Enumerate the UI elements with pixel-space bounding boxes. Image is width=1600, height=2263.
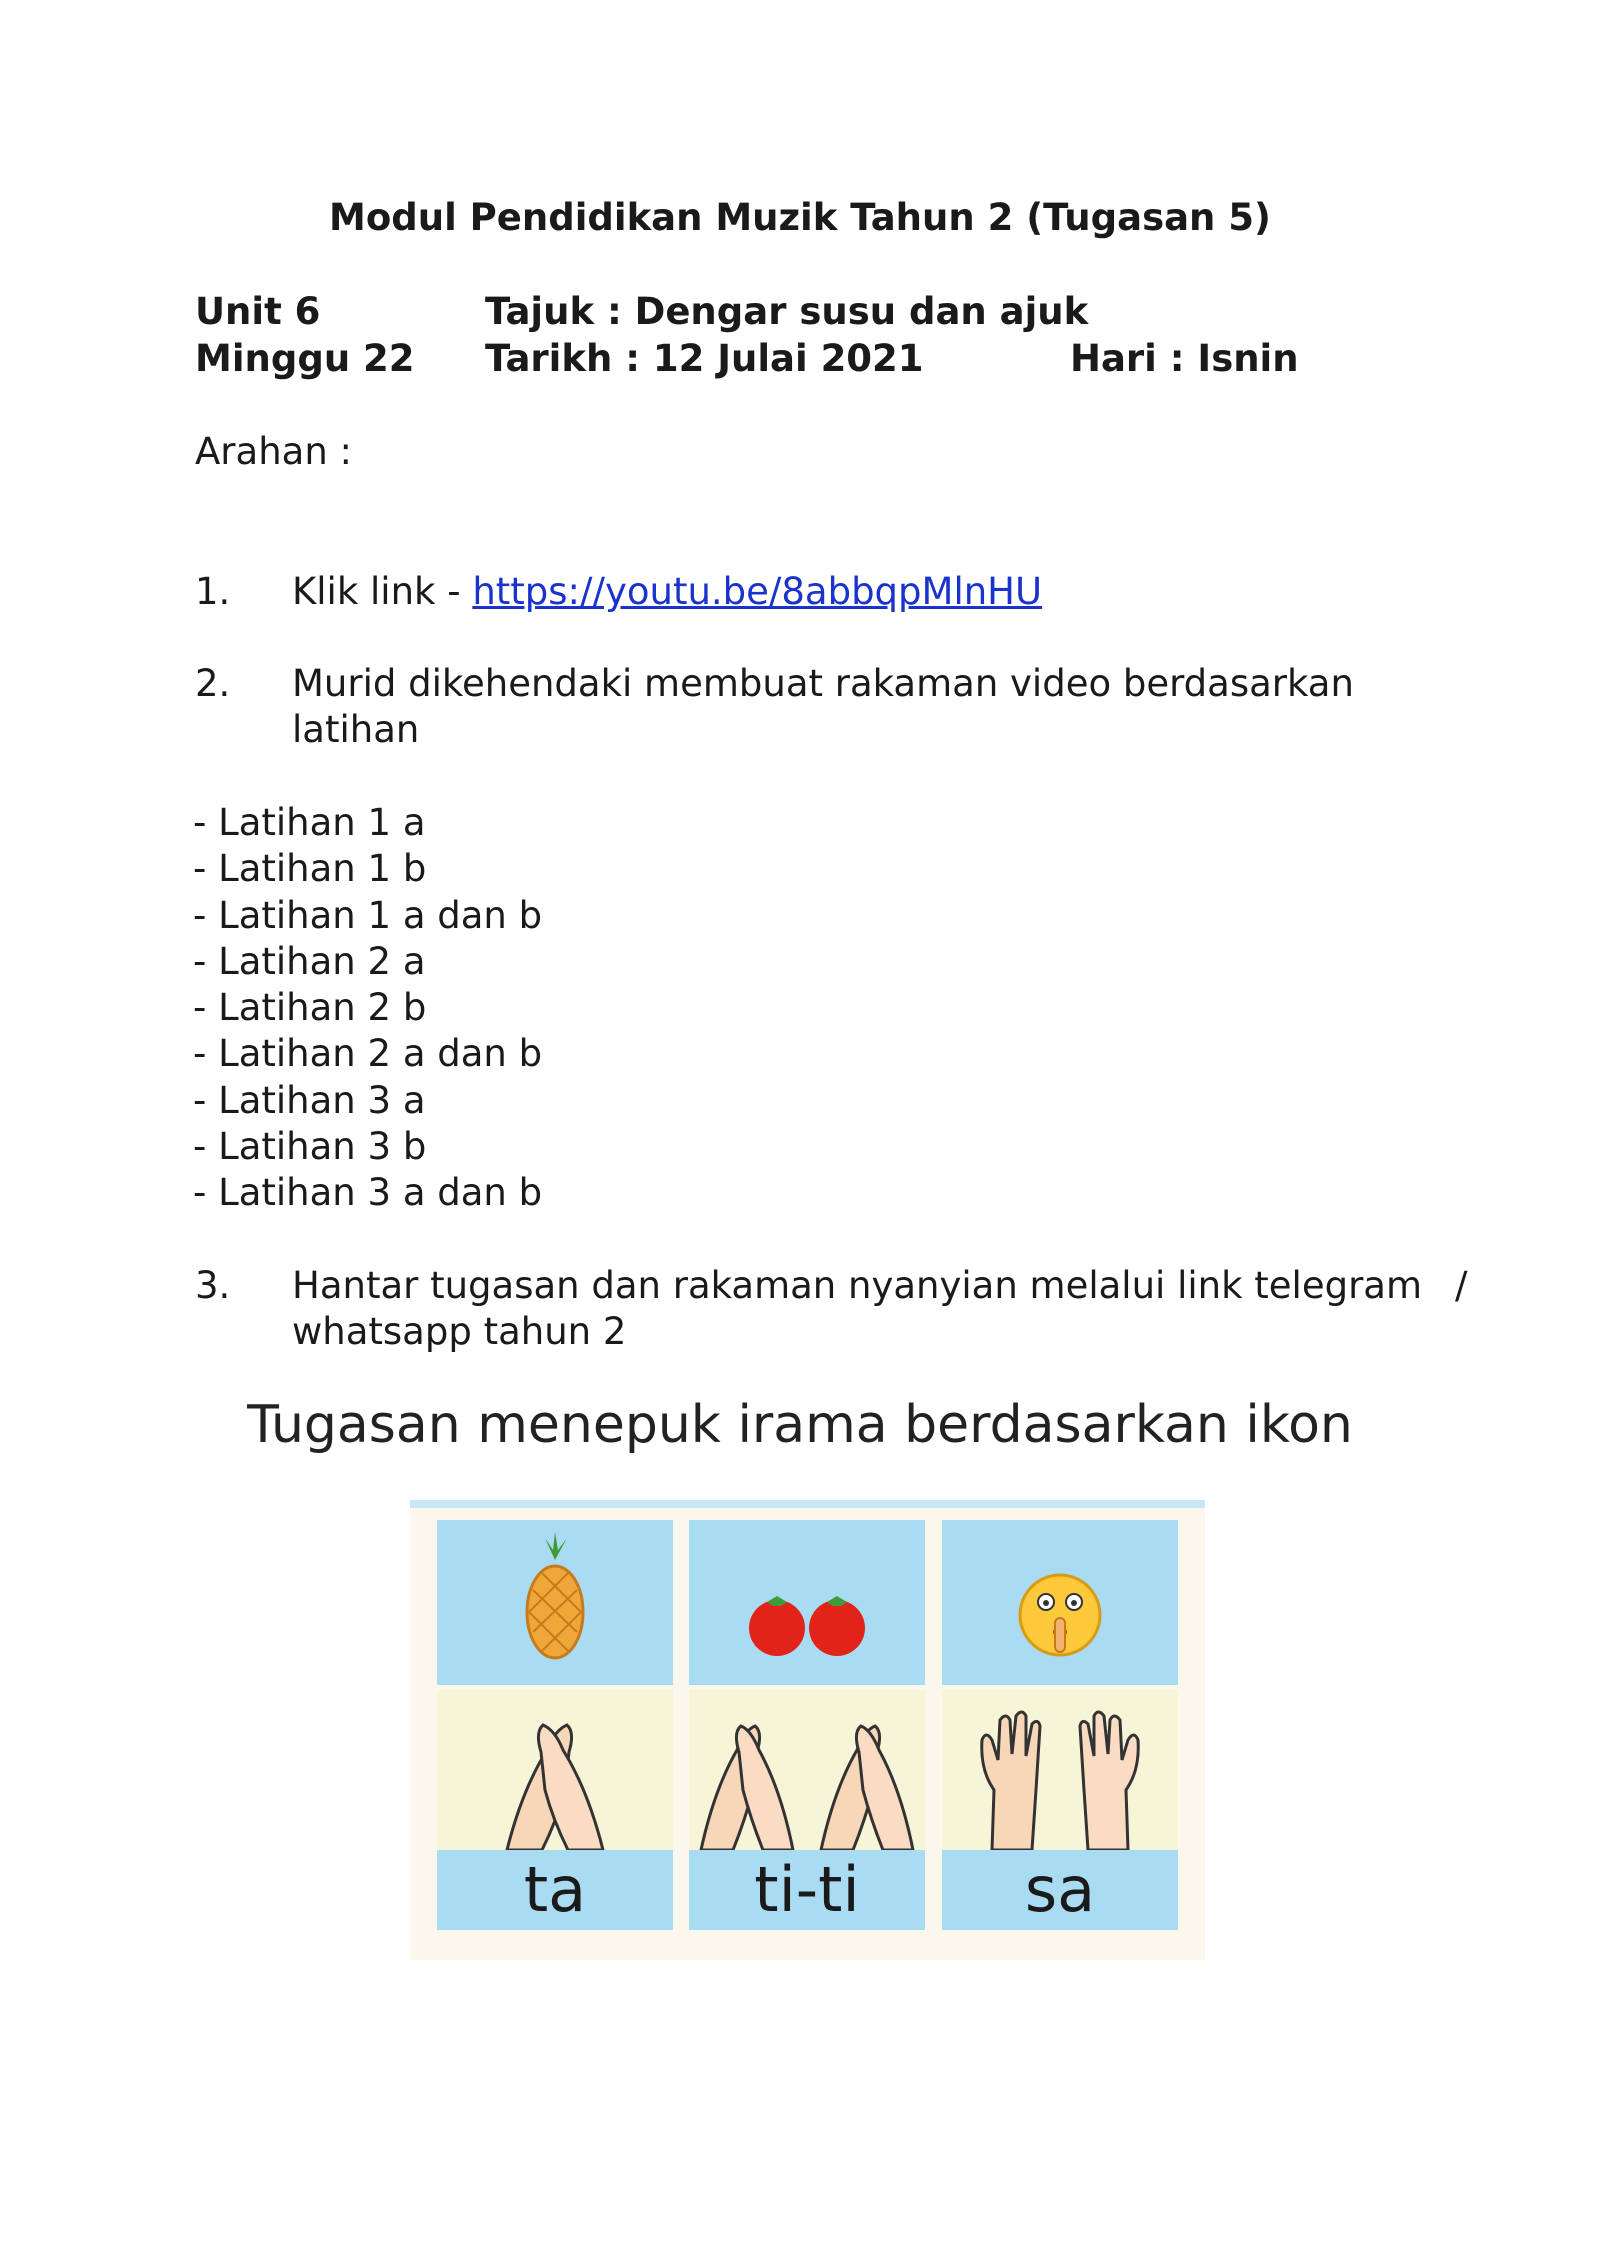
step-3-line-1: Hantar tugasan dan rakaman nyanyian melalui link telegram <box>292 1264 1422 1307</box>
rhythm-figure <box>410 1500 1205 1960</box>
rhythm-card-sa <box>942 1520 1178 1930</box>
step-number: 2. <box>195 662 231 705</box>
instructions-heading: Arahan : <box>195 430 352 473</box>
day-label: Hari : Isnin <box>1070 337 1299 380</box>
exercise-list <box>193 800 542 1217</box>
double-clap-icon <box>689 1690 925 1850</box>
list-item: - Latihan 2 a dan b <box>193 1032 543 1076</box>
topic-label: Tajuk : Dengar susu dan ajuk <box>485 290 1089 333</box>
pineapple-icon <box>437 1520 673 1685</box>
rhythm-word: sa <box>1024 1853 1096 1926</box>
list-item: - Latihan 3 a dan b <box>193 1171 543 1215</box>
figure-title: Tugasan menepuk irama berdasarkan ikon <box>247 1395 1353 1455</box>
rhythm-word: ti-ti <box>754 1853 860 1926</box>
document-title: Modul Pendidikan Muzik Tahun 2 (Tugasan 5) <box>329 196 1271 239</box>
rhythm-card-ti-ti <box>689 1520 925 1930</box>
step-2-line-1: Murid dikehendaki membuat rakaman video berdasarkan <box>292 662 1354 705</box>
figure-top-border <box>410 1500 1205 1508</box>
step-3-line-2: whatsapp tahun 2 <box>292 1310 627 1353</box>
step-number: 1. <box>195 570 231 613</box>
list-item: - Latihan 1 a dan b <box>193 893 543 937</box>
list-item: - Latihan 1 b <box>193 847 427 891</box>
unit-label: Unit 6 <box>195 290 321 333</box>
date-label: Tarikh : 12 Julai 2021 <box>485 337 924 380</box>
list-item: - Latihan 3 a <box>193 1078 426 1122</box>
step-3-slash: / <box>1455 1264 1468 1307</box>
open-hands-rest-icon <box>942 1690 1178 1850</box>
rhythm-card-ta <box>437 1520 673 1930</box>
two-tomatoes-icon <box>689 1520 925 1685</box>
single-clap-icon <box>437 1690 673 1850</box>
rhythm-word: ta <box>523 1853 587 1926</box>
step-2-line-2: latihan <box>292 708 420 751</box>
step-1-label: Klik link - <box>292 570 473 613</box>
week-label: Minggu 22 <box>195 337 415 380</box>
list-item: - Latihan 2 b <box>193 986 427 1030</box>
list-item: - Latihan 1 a <box>193 801 426 844</box>
step-number: 3. <box>195 1264 231 1307</box>
shush-face-icon <box>942 1520 1178 1685</box>
list-item: - Latihan 2 a <box>193 939 426 983</box>
youtube-link[interactable]: https://youtu.be/8abbqpMlnHU <box>472 570 1043 613</box>
step-1-text <box>292 570 1042 613</box>
list-item: - Latihan 3 b <box>193 1125 427 1169</box>
